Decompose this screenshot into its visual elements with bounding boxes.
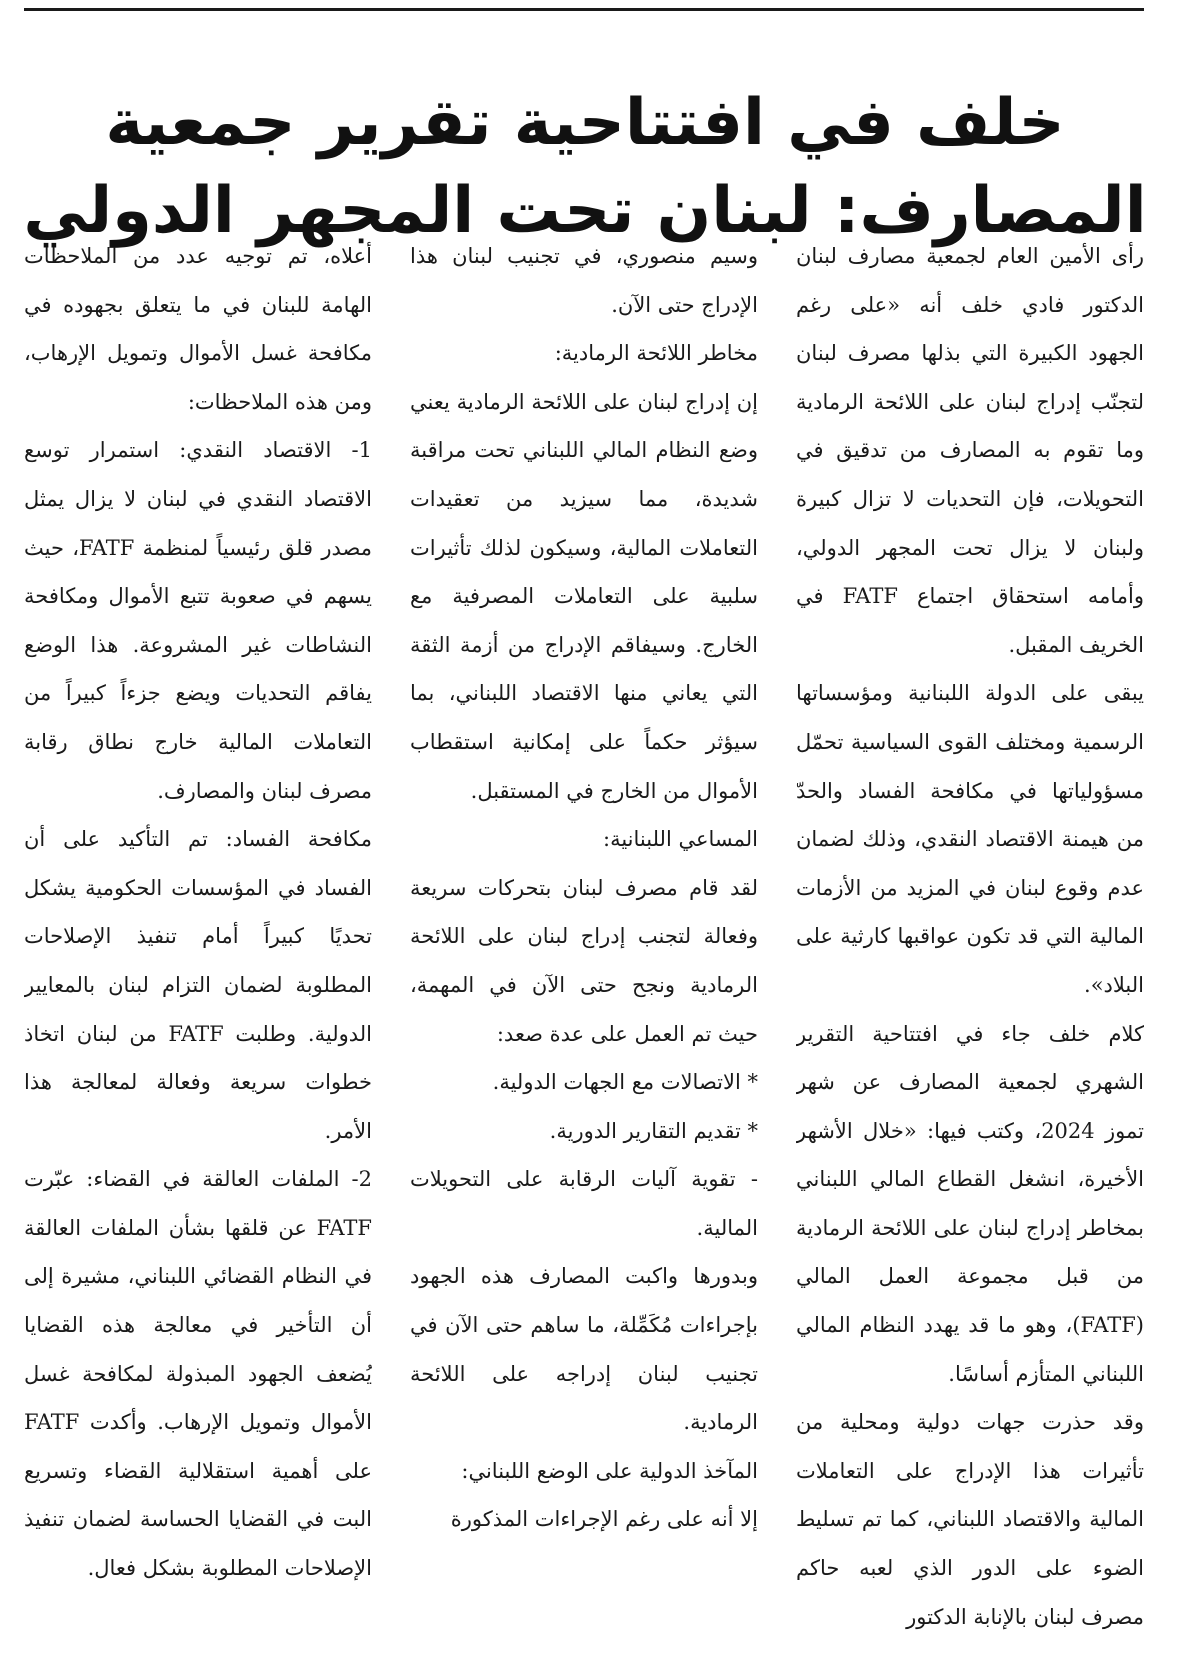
list-item: * تقديم التقارير الدورية. [549,1118,758,1143]
paragraph: وبدورها واكبت المصارف هذه الجهود بإجراءات مُكَمِّلة، ما ساهم حتى الآن في تجنيب لبنان إدراجه على اللائحة الرمادية. [410,1264,758,1435]
paragraph: يبقى على الدولة اللبنانية ومؤسساتها الرسمية ومختلف القوى السياسية تحمّل مسؤولياتها في مكافحة الفساد والحدّ من هيمنة الاقتصاد النقدي، وذلك لضمان عدم وقوع لبنان في المزيد من الأزمات المالية التي قد تكون عواقبها كارثية على البلاد». [796,681,1144,997]
article-column-3 [24,232,372,1642]
paragraph: إلا أنه على رغم الإجراءات المذكورة [450,1507,758,1532]
article-column-1 [796,232,1144,1642]
subheading: مخاطر اللائحة الرمادية: [554,341,758,366]
list-item: * الاتصالات مع الجهات الدولية. [492,1070,758,1095]
paragraph: إن إدراج لبنان على اللائحة الرمادية يعني وضع النظام المالي اللبناني تحت مراقبة شديدة، مما سيزيد من تعقيدات التعاملات المالية، وسيكون لذلك تأثيرات سلبية على التعاملات المصرفية مع الخارج. وسيفاقم الإدراج من أزمة الثقة التي يعاني منها الاقتصاد اللبناني، بما سيؤثر حكماً على إمكانية استقطاب الأموال من الخارج في المستقبل. [410,389,758,803]
headline-line-2: المصارف: لبنان تحت المجهر الدولي [23,173,1147,248]
paragraph: لقد قام مصرف لبنان بتحركات سريعة وفعالة لتجنب إدراج لبنان على اللائحة الرمادية ونجح حتى الآن في المهمة، حيث تم العمل على عدة صعد: [410,875,758,1046]
paragraph: 1- الاقتصاد النقدي: استمرار توسع الاقتصاد النقدي في لبنان لا يزال يمثل مصدر قلق رئيسياً لمنظمة FATF، حيث يسهم في صعوبة تتبع الأموال ومكافحة النشاطات غير المشروعة. هذا الوضع يفاقم التحديات ويضع جزءاً كبيراً من التعاملات المالية خارج نطاق رقابة مصرف لبنان والمصارف. [24,438,372,803]
paragraph: وسيم منصوري، في تجنيب لبنان هذا الإدراج حتى الآن. [410,244,758,317]
headline [20,79,1150,255]
paragraph: رأى الأمين العام لجمعية مصارف لبنان الدكتور فادي خلف أنه «على رغم الجهود الكبيرة التي بذلها مصرف لبنان لتجنّب إدراج لبنان على اللائحة الرمادية وما تقوم به المصارف من تدقيق في التحويلات، فإن التحديات لا تزال كبيرة ولبنان لا يزال تحت المجهر الدولي، وأمامه استحقاق اجتماع FATF في الخريف المقبل. [796,244,1144,657]
paragraph: كلام خلف جاء في افتتاحية التقرير الشهري لجمعية المصارف عن شهر تموز 2024، وكتب فيها: «خلال الأشهر الأخيرة، انشغل القطاع المالي اللبناني بمخاطر إدراج لبنان على اللائحة الرمادية من قبل مجموعة العمل المالي (FATF)، وهو ما قد يهدد النظام المالي اللبناني المتأزم أساسًا. [796,1021,1144,1386]
paragraph: أعلاه، تم توجيه عدد من الملاحظات الهامة للبنان في ما يتعلق بجهوده في مكافحة غسل الأموال وتمويل الإرهاب، ومن هذه الملاحظات: [24,244,372,414]
article-columns [24,232,1144,1642]
paragraph: وقد حذرت جهات دولية ومحلية من تأثيرات هذا الإدراج على التعاملات المالية والاقتصاد اللبناني، كما تم تسليط الضوء على الدور الذي لعبه حاكم مصرف لبنان بالإنابة الدكتور [796,1410,1144,1629]
paragraph: 2- الملفات العالقة في القضاء: عبّرت FATF عن قلقها بشأن الملفات العالقة في النظام القضائي اللبناني، مشيرة إلى أن التأخير في معالجة هذه القضايا يُضعف الجهود المبذولة لمكافحة غسل الأموال وتمويل الإرهاب. وأكدت FATF على أهمية استقلالية القضاء وتسريع البت في القضايا الحساسة لضمان تنفيذ الإصلاحات المطلوبة بشكل فعال. [24,1167,372,1581]
article-column-2 [410,232,758,1642]
subheading: المآخذ الدولية على الوضع اللبناني: [461,1458,758,1483]
top-rule [24,8,1144,11]
list-item: - تقوية آليات الرقابة على التحويلات المالية. [410,1167,758,1240]
headline-line-1: خلف في افتتاحية تقرير جمعية [105,85,1065,160]
subheading: المساعي اللبنانية: [603,827,758,852]
paragraph: مكافحة الفساد: تم التأكيد على أن الفساد في المؤسسات الحكومية يشكل تحديًا كبيراً أمام تنفيذ الإصلاحات المطلوبة لضمان التزام لبنان بالمعايير الدولية. وطلبت FATF من لبنان اتخاذ خطوات سريعة وفعالة لمعالجة هذا الأمر. [24,827,372,1143]
